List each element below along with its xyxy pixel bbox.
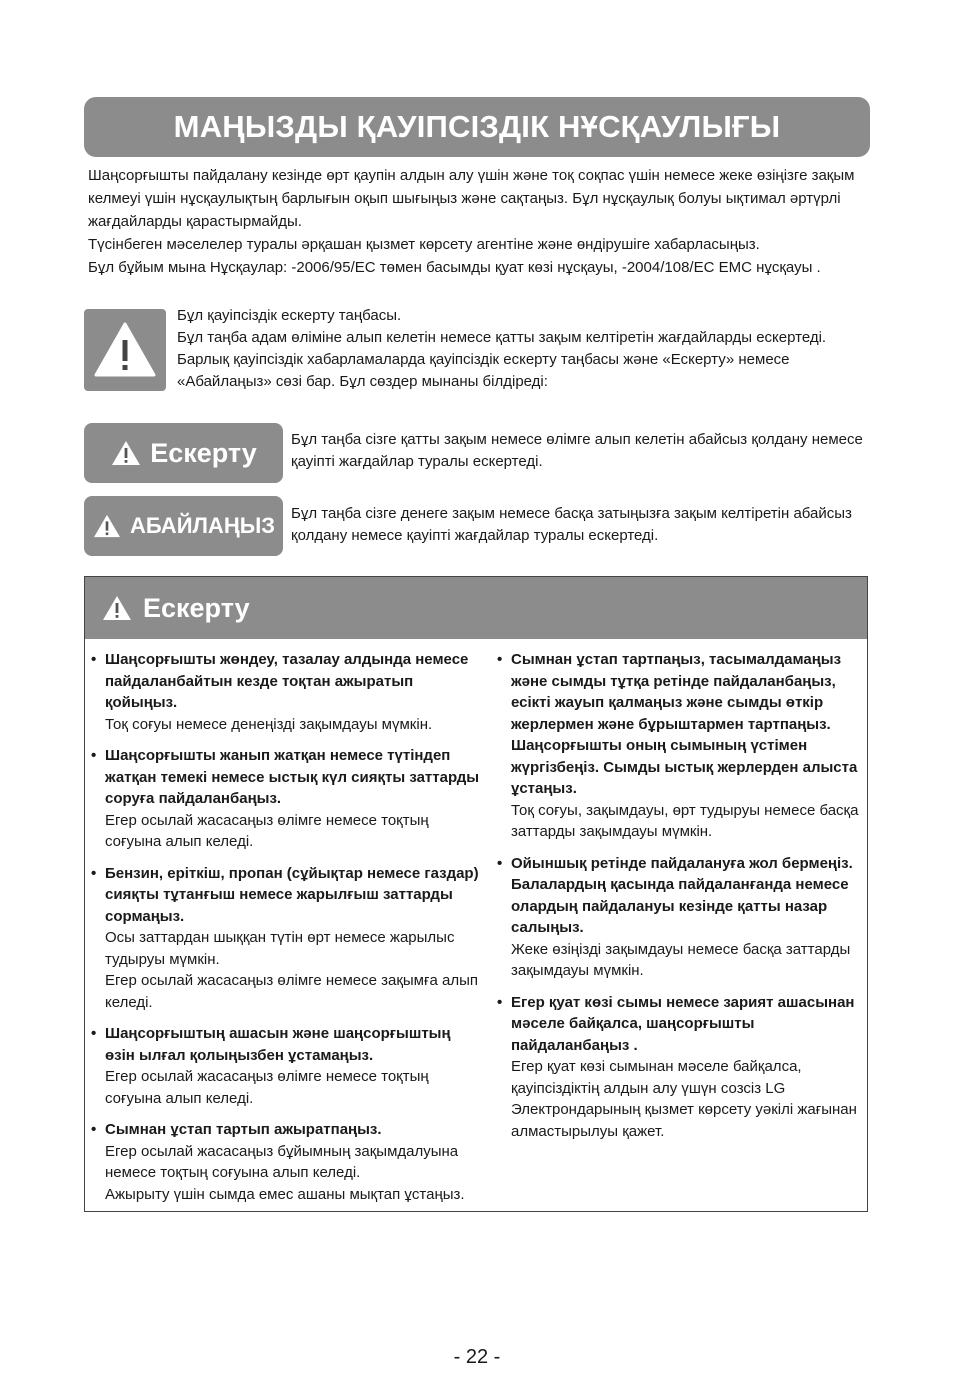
item-body: Егер осылай жасасаңыз бұйымның зақымдалуына немесе тоқтың соғуына алып келеді. Ажырыту үшін сымда емес ашаны мықтап ұстаңыз. — [105, 1142, 465, 1203]
warning-description-text: Бұл таңба сізге қатты зақым немесе өлімге алып келетін абайсыз қолдану немесе қауіпті жағдайлар туралы ескертеді. — [291, 431, 863, 470]
caution-description — [291, 503, 881, 547]
intro-paragraph: Түсінбеген мәселелер туралы әрқашан қызмет көрсету агентіне және өндірушіге хабарласыңыз. — [88, 236, 760, 253]
warning-description — [291, 429, 881, 473]
list-item — [91, 649, 481, 735]
item-body: Осы заттардан шыққан түтін өрт немесе жарылыс тудыруы мүмкін. Егер осылай жасасаңыз өлімге немесе зақымға алып келеді. — [105, 929, 478, 1011]
warning-triangle-icon — [101, 594, 133, 622]
page-number: - 22 - — [453, 1346, 501, 1368]
list-item — [497, 853, 869, 982]
bullet: • — [91, 864, 97, 882]
item-heading: Шаңсорғышты жөндеу, тазалау алдында немесе пайдаланбайтын кезде тоқтан ажыратып қойыңыз. — [105, 651, 469, 711]
list-item — [91, 1023, 481, 1109]
list-item — [91, 1119, 481, 1205]
item-heading: Егер қуат көзі сымы немесе зарият ашасынан мәселе байқалса, шаңсорғышты пайдаланбаңыз . — [511, 993, 855, 1054]
item-heading: Ойыншық ретінде пайдалануға жол бермеңіз. Балалардың қасында пайдаланғанда немесе олардың пайдалануы кезінде қатты назар салыңыз. — [511, 854, 853, 936]
panel-header — [85, 577, 867, 639]
list-item — [91, 745, 481, 853]
intro-paragraph: Бұл бұйым мына Нұсқаулар: -2006/95/EC төмен басымды қуат көзі нұсқауы, -2004/108/EC EMC нұсқауы . — [88, 259, 821, 276]
left-column — [91, 649, 481, 1215]
sign-line: Бұл қауіпсіздік ескерту таңбасы. — [177, 307, 402, 324]
caution-description-text: Бұл таңба сізге денеге зақым немесе басқа затыңызға зақым келтіретін абайсыз қолдану немесе қауіпті жағдайлар туралы ескертеді. — [291, 505, 852, 544]
item-body: Егер осылай жасасаңыз өлімге немесе тоқтың соғуына алып келеді. — [105, 811, 429, 850]
warning-label — [84, 423, 283, 483]
item-heading: Шаңсорғышты жанып жатқан немесе түтіндеп жатқан темекі немесе ыстық күл сияқты заттарды соруға пайдаланбаңыз. — [105, 747, 480, 807]
intro-text — [88, 164, 878, 279]
safety-alert-symbol — [84, 309, 166, 391]
warning-panel — [84, 576, 868, 1212]
item-heading: Сымнан ұстап тартпаңыз, тасымалдамаңыз және сымды тұтқа ретінде пайдаланбаңыз, есікті жауып қалмаңыз және сымды өткір жерлермен және бұрыштармен тартпаңыз. Шаңсорғышты оның сымының үстімен жүргізбеңіз. Сымды ыстық жерлерден алыста ұстаңыз. — [511, 651, 858, 797]
list-item — [497, 992, 869, 1143]
bullet: • — [91, 1025, 97, 1042]
warning-triangle-icon — [110, 439, 142, 467]
safety-sign-description — [177, 305, 867, 393]
item-heading: Сымнан ұстап тартып ажыратпаңыз. — [105, 1121, 382, 1138]
page-title: МАҢЫЗДЫ ҚАУІПСІЗДІК НҰСҚАУЛЫҒЫ — [84, 97, 870, 157]
sign-line: Барлық қауіпсіздік хабарламаларда қауіпсіздік ескерту таңбасы және «Ескерту» немесе «Абайлаңыз» сөзі бар. Бұл сөздер мынаны білдіреді: — [177, 351, 790, 390]
list-item — [497, 649, 869, 843]
bullet: • — [497, 854, 503, 872]
warning-triangle-icon — [92, 513, 122, 539]
list-item — [91, 863, 481, 1014]
warning-triangle-icon — [92, 320, 158, 380]
item-body: Егер қуат көзі сымынан мәселе байқалса, қауіпсіздіктің алдын алу үшүн созсіз LG Электрондарының қызмет көрсету уәкілі жағынан алмастырылуы қажет. — [511, 1058, 857, 1140]
bullet: • — [497, 651, 503, 668]
item-heading: Бензин, еріткіш, пропан (сұйықтар немесе газдар) сияқты тұтанғыш немесе жарылғыш заттарды сормаңыз. — [105, 864, 479, 925]
item-body: Егер осылай жасасаңыз өлімге немесе тоқтың соғуына алып келеді. — [105, 1068, 429, 1107]
intro-paragraph: Шаңсорғышты пайдалану кезінде өрт қаупін алдын алу үшін және тоқ соқпас үшін немесе жеке өзіңізге зақым келмеуі үшін нұсқаулықтың барлығын оқып шығыңыз және сақтаңыз. Бұл нұсқаулық болуы ықтимал әртүрлі жағдайларды қарастырмайды. — [88, 167, 855, 230]
caution-label-text: АБАЙЛАҢЫЗ — [129, 513, 276, 538]
item-body: Тоқ соғуы, зақымдауы, өрт тудыруы немесе басқа заттарды зақымдауы мүмкін. — [511, 801, 859, 840]
panel-header-text: Ескерту — [143, 592, 250, 623]
item-body: Тоқ соғуы немесе денеңізді зақымдауы мүмкін. — [105, 715, 433, 733]
bullet: • — [91, 651, 97, 668]
caution-label — [84, 496, 283, 556]
bullet: • — [91, 1121, 97, 1138]
warning-label-text: Ескерту — [150, 437, 257, 468]
item-heading: Шаңсорғыштың ашасын және шаңсорғыштың өзін ылғал қолыңызбен ұстамаңыз. — [105, 1025, 451, 1064]
sign-line: Бұл таңба адам өліміне алып келетін немесе қатты зақым келтіретін жағдайларды ескертеді. — [177, 329, 827, 346]
bullet: • — [497, 993, 503, 1011]
bullet: • — [91, 747, 97, 764]
right-column — [497, 649, 869, 1152]
item-body: Жеке өзіңізді зақымдауы немесе басқа заттарды зақымдауы мүмкін. — [511, 940, 851, 979]
